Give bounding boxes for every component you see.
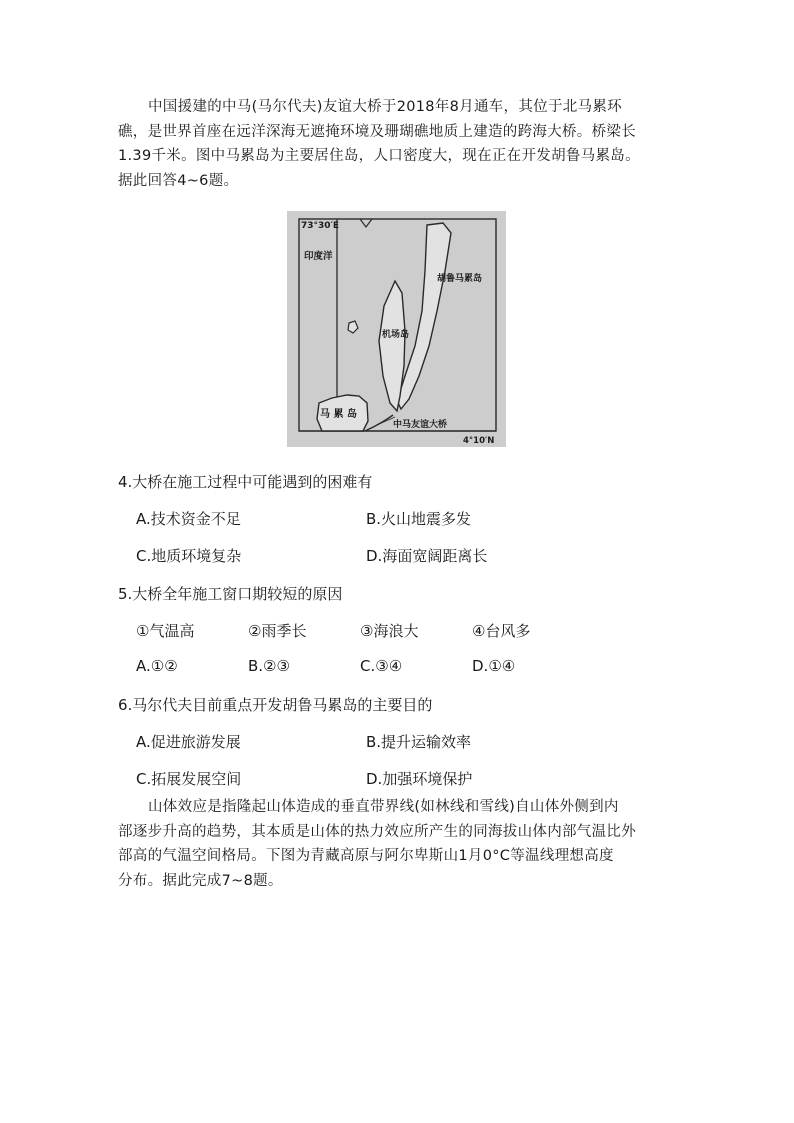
question-6-option-a[interactable]: A.促进旅游发展 — [136, 733, 241, 751]
question-5-item-1: ①气温高 — [136, 622, 195, 640]
map-svg — [287, 211, 506, 447]
question-4-stem: 4.大桥在施工过程中可能遇到的困难有 — [118, 473, 373, 491]
question-4-option-d[interactable]: D.海面宽阔距离长 — [366, 547, 488, 565]
question-5-item-3: ③海浪大 — [360, 622, 419, 640]
intro-paragraph-2 — [118, 795, 678, 893]
question-5-option-c[interactable]: C.③④ — [360, 657, 403, 675]
question-6-option-c[interactable]: C.拓展发展空间 — [136, 770, 242, 788]
intro-1-line-3: 1.39千米。图中马累岛为主要居住岛，人口密度大，现在正在开发胡鲁马累岛。 — [118, 148, 640, 164]
male-bridge-map — [287, 211, 506, 447]
longitude-label: 73°30′E — [301, 221, 340, 231]
bridge-label: 中马友谊大桥 — [393, 420, 448, 430]
intro-2-line-3: 部高的气温空间格局。下图为青藏高原与阿尔卑斯山1月0°C等温线理想高度 — [118, 848, 614, 864]
airport-island-label: 机场岛 — [382, 330, 410, 340]
question-5-option-b[interactable]: B.②③ — [248, 657, 290, 675]
intro-2-line-1: 山体效应是指隆起山体造成的垂直带界线(如林线和雪线)自山体外侧到内 — [148, 799, 619, 815]
question-5-stem: 5.大桥全年施工窗口期较短的原因 — [118, 585, 343, 603]
question-6-option-b[interactable]: B.提升运输效率 — [366, 733, 472, 751]
question-6-option-d[interactable]: D.加强环境保护 — [366, 770, 473, 788]
ocean-label: 印度洋 — [304, 251, 333, 262]
question-5-option-d[interactable]: D.①④ — [472, 657, 516, 675]
intro-1-line-1: 中国援建的中马(马尔代夫)友谊大桥于2018年8月通车，其位于北马累环 — [148, 99, 622, 115]
hulhumale-label: 胡鲁马累岛 — [437, 274, 483, 284]
question-4-option-a[interactable]: A.技术资金不足 — [136, 510, 241, 528]
intro-1-line-2: 礁，是世界首座在远洋深海无遮掩环境及珊瑚礁地质上建造的跨海大桥。桥梁长 — [118, 123, 636, 140]
question-6-stem: 6.马尔代夫目前重点开发胡鲁马累岛的主要目的 — [118, 696, 433, 714]
intro-2-line-2: 部逐步升高的趋势，其本质是山体的热力效应所产生的同海拔山体内部气温比外 — [118, 823, 636, 840]
question-4-option-c[interactable]: C.地质环境复杂 — [136, 547, 242, 565]
question-5-option-a[interactable]: A.①② — [136, 657, 178, 675]
intro-paragraph-1 — [118, 95, 678, 193]
latitude-label: 4°10′N — [463, 436, 495, 446]
question-4-option-b[interactable]: B.火山地震多发 — [366, 510, 472, 528]
intro-2-line-4: 分布。据此完成7~8题。 — [118, 872, 283, 889]
male-island-label: 马 累 岛 — [320, 409, 357, 420]
intro-1-line-4: 据此回答4~6题。 — [118, 172, 239, 189]
question-5-item-4: ④台风多 — [472, 622, 531, 640]
question-5-item-2: ②雨季长 — [248, 622, 307, 640]
